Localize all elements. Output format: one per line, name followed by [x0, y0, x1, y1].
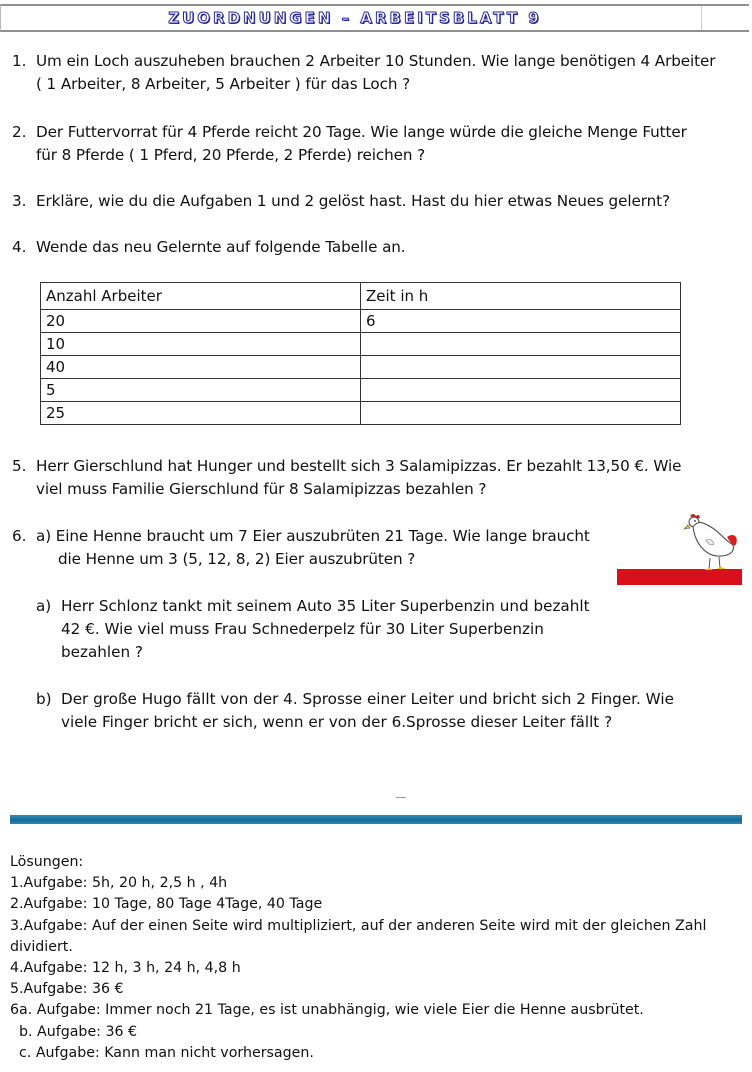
question-line: Der Futtervorrat für 4 Pferde reicht 20 Tage. Wie lange würde die gleiche Menge Futter: [36, 123, 687, 141]
question-5: [12, 455, 681, 501]
subquestion-line: viele Finger bricht er sich, wenn er von der 6.Sprosse dieser Leiter fällt ?: [61, 713, 613, 731]
question-number: 1.: [12, 52, 27, 70]
question-line: Um ein Loch auszuheben brauchen 2 Arbeiter 10 Stunden. Wie lange benötigen 4 Arbeiter: [36, 52, 716, 70]
table-row: [41, 402, 681, 425]
table-cell: [361, 356, 681, 379]
table-row: [41, 356, 681, 379]
question-1: [12, 50, 715, 96]
subquestion-a: [36, 595, 590, 664]
solution-item: dividiert.: [10, 938, 73, 955]
solution-item: 6a. Aufgabe: Immer noch 21 Tage, es ist unabhängig, wie viele Eier die Henne ausbrütet.: [10, 1002, 644, 1019]
table-cell: 25: [41, 402, 361, 425]
subquestion-line: Herr Schlonz tankt mit seinem Auto 35 Liter Superbenzin und bezahlt: [61, 597, 590, 615]
solution-item: 3.Aufgabe: Auf der einen Seite wird multipliziert, auf der anderen Seite wird mit der gleichen Zahl: [10, 917, 707, 934]
question-line: Erkläre, wie du die Aufgaben 1 und 2 gelöst hast. Hast du hier etwas Neues gelernt?: [36, 192, 670, 210]
solution-item: c. Aufgabe: Kann man nicht vorhersagen.: [10, 1044, 314, 1061]
subquestion-label: b): [36, 690, 52, 708]
table-cell: 20: [41, 310, 361, 333]
table-header-cell: Anzahl Arbeiter: [41, 283, 361, 310]
question-number: 3.: [12, 192, 27, 210]
subquestion-line: bezahlen ?: [61, 643, 143, 661]
question-line: viel muss Familie Gierschlund für 8 Salamipizzas bezahlen ?: [36, 480, 487, 498]
table-header-row: [41, 283, 681, 310]
question-3: [12, 190, 670, 213]
question-2: [12, 121, 687, 167]
table-cell: 6: [361, 310, 681, 333]
solution-item: 2.Aufgabe: 10 Tage, 80 Tage 4Tage, 40 Tage: [10, 896, 323, 913]
hen-icon: [682, 512, 742, 574]
question-4: [12, 236, 406, 259]
table-cell: 5: [41, 379, 361, 402]
solution-item: 1.Aufgabe: 5h, 20 h, 2,5 h , 4h: [10, 875, 228, 892]
table-cell: 10: [41, 333, 361, 356]
subquestion-b: [36, 688, 674, 734]
table-cell: 40: [41, 356, 361, 379]
solutions-heading: Lösungen:: [10, 854, 84, 870]
subquestion-line: 42 €. Wie viel muss Frau Schnederpelz für 30 Liter Superbenzin: [61, 620, 544, 638]
table-row: [41, 333, 681, 356]
question-number: 6.: [12, 527, 27, 545]
question-line: für 8 Pferde ( 1 Pferd, 20 Pferde, 2 Pferde) reichen ?: [36, 146, 426, 164]
solution-item: b. Aufgabe: 36 €: [10, 1023, 138, 1040]
table-header-cell: Zeit in h: [361, 283, 681, 310]
page-title: ZUORDNUNGEN – ARBEITSBLATT 9: [168, 9, 542, 27]
divider-mark: [396, 797, 406, 798]
subquestion-label: a): [36, 597, 52, 615]
solution-item: 4.Aufgabe: 12 h, 3 h, 24 h, 4,8 h: [10, 960, 241, 977]
subquestion-line: Der große Hugo fällt von der 4. Sprosse einer Leiter und bricht sich 2 Finger. Wie: [61, 690, 674, 708]
question-line: ( 1 Arbeiter, 8 Arbeiter, 5 Arbeiter ) für das Loch ?: [36, 75, 411, 93]
question-line: Herr Gierschlund hat Hunger und bestellt sich 3 Salamipizzas. Er bezahlt 13,50 €. Wie: [36, 457, 682, 475]
title-divider: [701, 6, 702, 30]
question-6: [12, 525, 590, 571]
table-cell: [361, 402, 681, 425]
question-line: a) Eine Henne braucht um 7 Eier auszubrüten 21 Tage. Wie lange braucht: [36, 527, 590, 545]
question-number: 5.: [12, 457, 27, 475]
table-row: [41, 379, 681, 402]
solution-item: 5.Aufgabe: 36 €: [10, 981, 124, 998]
blue-divider: [10, 815, 742, 824]
worker-time-table: [40, 282, 681, 425]
solutions-section: [10, 852, 745, 1064]
table-row: [41, 310, 681, 333]
question-line: Wende das neu Gelernte auf folgende Tabelle an.: [36, 238, 406, 256]
question-number: 2.: [12, 123, 27, 141]
question-line: die Henne um 3 (5, 12, 8, 2) Eier auszubrüten ?: [58, 550, 416, 568]
table-cell: [361, 379, 681, 402]
table-cell: [361, 333, 681, 356]
question-number: 4.: [12, 238, 27, 256]
title-bar: [0, 4, 749, 32]
